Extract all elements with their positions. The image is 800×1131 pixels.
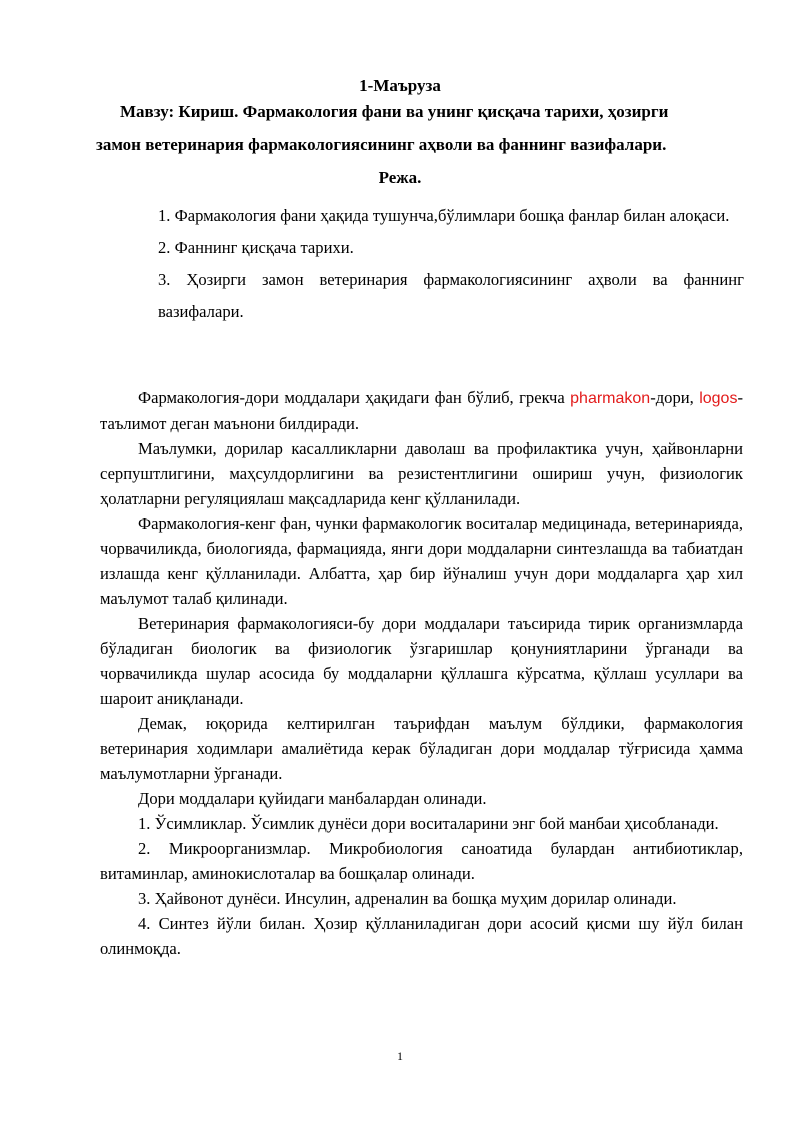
page-number: 1 bbox=[397, 1049, 403, 1063]
paragraph: 3. Ҳайвонот дунёси. Инсулин, адреналин ва бошқа муҳим дорилар олинади. bbox=[138, 889, 677, 908]
intro-paragraph bbox=[100, 385, 743, 436]
paragraph: 2. Микроорганизмлар. Микробиология саноатида булардан антибиотиклар, витаминлар, аминокислоталар ва бошқалар олинади. bbox=[100, 839, 743, 883]
intro-text: Фармакология-дори моддалари ҳақидаги фан бўлиб, грекча bbox=[138, 388, 571, 407]
paragraph: 1. Ўсимликлар. Ўсимлик дунёси дори воситаларини энг бой манбаи ҳисобланади. bbox=[138, 814, 719, 833]
plan-item: 1. Фармакология фани ҳақида тушунча,бўлимлари бошқа фанлар билан алоқаси. bbox=[158, 206, 730, 225]
paragraph: Фармакология-кенг фан, чунки фармакологик воситалар медицинада, ветеринарияда, чорвачиликда, биологияда, фармацияда, янги дори моддаларни синтезлашда ва табиатдан излашда кенг қўлланилади. Албатта, ҳар бир йўналиш учун дори моддаларга ҳар хил маълумот талаб қилинади. bbox=[100, 514, 743, 608]
paragraph: Дори моддалари қуйидаги манбалардан олинади. bbox=[138, 789, 487, 808]
plan-list bbox=[158, 200, 744, 328]
paragraph: Маълумки, дорилар касалликларни даволаш ва профилактика учун, ҳайвонларни серпуштлигини, маҳсулдорлигини ва резистентлигини ошириш учун, физиологик ҳолатларни регуляциялаш мақсадларида кенг қўлланилади. bbox=[100, 439, 743, 508]
term-logos: logos bbox=[699, 390, 738, 407]
paragraph: Демак, юқорида келтирилган таърифдан маълум бўлдики, фармакология ветеринария ходимлари амалиётида керак бўладиган дори моддалар тўғрисида ҳамма маълумотларни ўрганади. bbox=[100, 714, 743, 783]
intro-text: -дори, bbox=[650, 388, 700, 407]
topic-line-1: Мавзу: Кириш. Фармакология фани ва унинг қисқача тарихи, ҳозирги bbox=[120, 102, 669, 121]
intro-text: -таълимот деган маънони билдиради. bbox=[100, 388, 743, 433]
plan-item: 2. Фаннинг қисқача тарихи. bbox=[158, 238, 354, 257]
paragraph: Ветеринария фармакологияси-бу дори моддалари таъсирида тирик организмларда бўладиган биологик ва физиологик ўзгаришлар қонуниятларини ўрганади ва чорвачиликда шулар асосида бу моддаларни қўллашга кўрсатма, қўллаш усуллари ва шароит аниқланади. bbox=[100, 614, 743, 708]
topic-line-2: замон ветеринария фармакологиясининг аҳволи ва фаннинг вазифалари. bbox=[96, 135, 667, 154]
term-pharmakon: pharmakon bbox=[570, 390, 651, 407]
plan-item: 3. Ҳозирги замон ветеринария фармакологиясининг аҳволи ва фаннинг вазифалари. bbox=[158, 270, 744, 321]
document-body bbox=[100, 385, 743, 961]
plan-title: Режа. bbox=[378, 168, 422, 187]
paragraph: 4. Синтез йўли билан. Ҳозир қўлланиладиган дори асосий қисми шу йўл билан олинмоқда. bbox=[100, 914, 743, 958]
lecture-number: 1-Маъруза bbox=[359, 76, 441, 95]
